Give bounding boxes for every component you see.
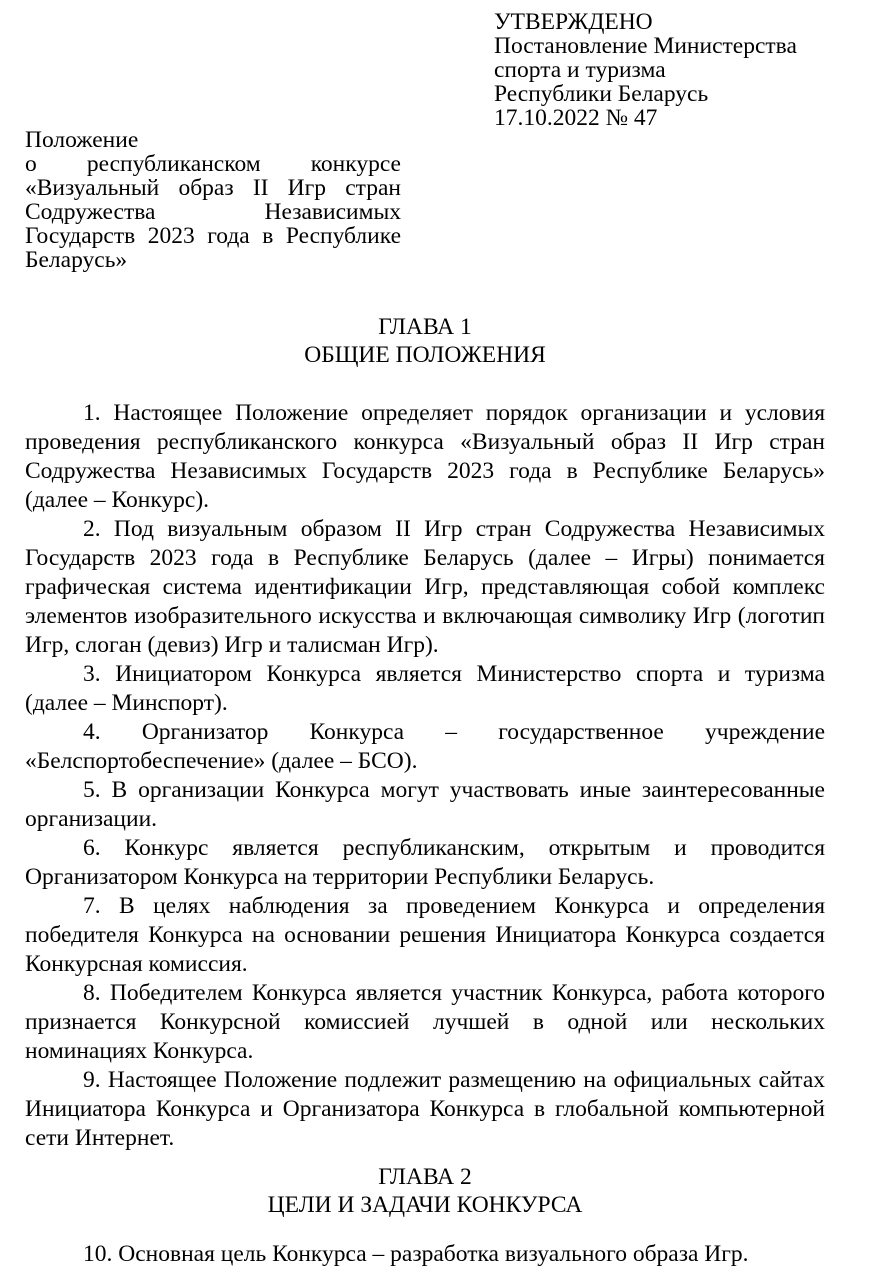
chapter-2-items [25,1240,825,1269]
paragraph-6 [25,834,825,892]
paragraph-9 [25,1066,825,1153]
paragraph-text: Инициатором Конкурса является Министерство спорта и туризма (далее – Минспорт). [25,661,825,716]
approval-line-2: Постановление Министерства [494,33,797,59]
paragraph-number: 4. [83,719,101,745]
paragraph-text: В организации Конкурса могут участвовать иные заинтересованные организации. [25,777,825,832]
paragraph-number: 5. [83,777,101,803]
paragraph-number: 3. [83,661,101,687]
chapter-1-number: ГЛАВА 1 [378,314,472,340]
chapter-1-items [25,399,825,1153]
chapter-2-number: ГЛАВА 2 [378,1164,472,1190]
document-title [25,128,401,272]
approval-line-4: Республики Беларусь [494,81,709,107]
paragraph-number: 8. [83,980,101,1006]
title-line-1: Положение [25,127,139,153]
paragraph-2 [25,515,825,660]
paragraph-text: Конкурс является республиканским, открытым и проводится Организатором Конкурса на территории Республики Беларусь. [25,835,826,890]
paragraph-number: 6. [83,835,101,861]
paragraph-1 [25,399,825,515]
paragraph-8 [25,979,825,1066]
paragraph-text: Основная цель Конкурса – разработка визуального образа Игр. [118,1241,749,1267]
paragraph-text: Под визуальным образом II Игр стран Содружества Независимых Государств 2023 года в Республике Беларусь (далее – Игры) понимается графическая система идентификации Игр, представляющая собой комплекс элементов изобразительного искусства и включающая символику Игр (логотип Игр, слоган (девиз) Игр и талисман Игр). [25,516,825,658]
paragraph-text: Организатор Конкурса – государственное учреждение «Белспортобеспечение» (далее – БСО). [25,719,826,774]
paragraph-7 [25,892,825,979]
paragraph-4 [25,718,825,776]
approval-line-1: УТВЕРЖДЕНО [494,9,653,35]
chapter-1-heading [25,313,825,369]
approval-stamp [494,10,854,130]
paragraph-number: 7. [83,893,101,919]
chapter-2-title: ЦЕЛИ И ЗАДАЧИ КОНКУРСА [267,1192,583,1218]
paragraph-text: Настоящее Положение определяет порядок организации и условия проведения республиканского конкурса «Визуальный образ II Игр стран Содружества Независимых Государств 2023 года в Республике Беларусь» (далее – Конкурс). [25,400,825,513]
paragraph-number: 1. [83,400,101,426]
title-text: о республиканском конкурсе «Визуальный образ II Игр стран Содружества Независимых Государств 2023 года в Республике Беларусь» [25,151,401,273]
paragraph-text: Победителем Конкурса является участник Конкурса, работа которого признается Конкурсной комиссией лучшей в одной или нескольких номинациях Конкурса. [25,980,825,1064]
chapter-2-heading [25,1163,825,1219]
paragraph-text: Настоящее Положение подлежит размещению на официальных сайтах Инициатора Конкурса и Организатора Конкурса в глобальной компьютерной сети Интернет. [25,1067,826,1151]
paragraph-10 [25,1240,825,1269]
approval-line-3: спорта и туризма [494,57,666,83]
approval-line-5: 17.10.2022 № 47 [494,105,658,131]
chapter-1-title: ОБЩИЕ ПОЛОЖЕНИЯ [304,342,546,368]
paragraph-text: В целях наблюдения за проведением Конкурса и определения победителя Конкурса на основании решения Инициатора Конкурса создается Конкурсная комиссия. [25,893,826,977]
paragraph-number: 9. [83,1067,101,1093]
paragraph-5 [25,776,825,834]
paragraph-number: 2. [83,516,101,542]
paragraph-3 [25,660,825,718]
paragraph-number: 10. [83,1241,113,1267]
